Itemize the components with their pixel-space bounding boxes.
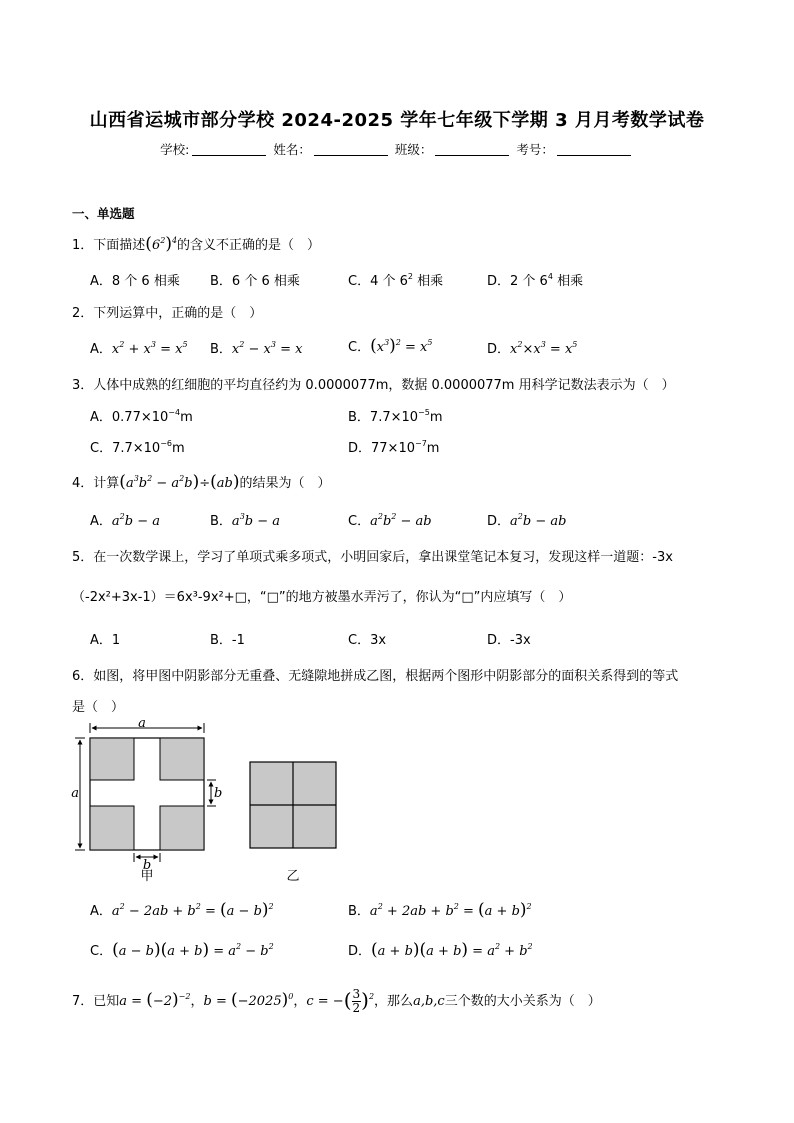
q2-option-b[interactable]: B．$x^2 - x^3 = x$ <box>210 340 303 357</box>
question-6-line-2: 是（ ） <box>72 700 125 715</box>
figure-jia <box>71 718 222 873</box>
exam-no-label: 考号： <box>516 142 554 157</box>
name-label: 姓名： <box>273 142 311 157</box>
q7-expression: $a = (-2)^{-2}$，$b = (-2025)^0$，c = −( $\frac{3}{2}$ )$^2$ <box>119 987 375 1015</box>
figure-yi <box>250 762 336 848</box>
q2-option-c[interactable]: C．$(x^3)^2 = x^5$ <box>348 336 433 356</box>
q5-option-d[interactable]: D．-3x <box>487 633 531 648</box>
q3-option-d[interactable]: D．$77\times 10^{-7}m$ <box>348 439 440 456</box>
q5-option-a[interactable]: A．1 <box>90 633 121 648</box>
student-info-line <box>0 140 794 158</box>
question-3: 3．人体中成熟的红细胞的平均直径约为 0.0000077m，数据 0.0000077m 用科学记数法表示为（ ） <box>72 378 675 393</box>
q1-text-pre: 下面描述 <box>93 238 146 253</box>
q3-text: 人体中成熟的红细胞的平均直径约为 0.0000077m，数据 0.0000077m 用科学记数法表示为（ ） <box>93 378 675 393</box>
exam-no-blank[interactable] <box>557 155 631 156</box>
question-7: 7．已知$a = (-2)^{-2}$，$b = (-2025)^0$，c = −( $\frac{3}{2}$ )$^2$，那么a,b,c三个数的大小关系为（ ） <box>72 987 601 1015</box>
section-title: 一、单选题 <box>72 206 135 221</box>
q6-option-b[interactable]: B．$a^2 + 2ab + b^2 = (a + b)^2$ <box>348 900 532 920</box>
figure-jia-label: 甲 <box>140 869 154 884</box>
question-4: 4．计算$(a^3b^2 - a^2b)\div(ab)$的结果为（ ） <box>72 472 331 492</box>
figure-yi-label: 乙 <box>286 869 300 884</box>
question-6-line-1: 6．如图，将甲图中阴影部分无重叠、无缝隙地拼成乙图，根据两个图形中阴影部分的面积关系得到的等式 <box>72 669 679 684</box>
q7-text-post: 三个数的大小关系为（ ） <box>444 994 601 1009</box>
q1-option-c[interactable]: C．4 个 $6^2$ 相乘 <box>348 272 444 289</box>
q4-option-a[interactable]: A．$a^2b - a$ <box>90 512 160 529</box>
q1-option-a[interactable]: A．8 个 6 相乘 <box>90 274 180 289</box>
question-5-line-1: 5．在一次数学课上，学习了单项式乘多项式，小明回家后，拿出课堂笔记本复习，发现这样一道题：-3x <box>72 550 673 565</box>
q3-option-b[interactable]: B．$7.7\times 10^{-5}m$ <box>348 408 443 425</box>
q1-option-b[interactable]: B．6 个 6 相乘 <box>210 274 300 289</box>
q2-option-a[interactable]: A．$x^2 + x^3 = x^5$ <box>90 340 188 357</box>
school-blank[interactable] <box>192 155 266 156</box>
q4-option-b[interactable]: B．$a^3b - a$ <box>210 512 281 529</box>
q4-option-d[interactable]: D．$a^2b$ − ab <box>487 512 567 529</box>
exam-title: 山西省运城市部分学校 2024-2025 学年七年级下学期 3 月月考数学试卷 <box>89 110 705 131</box>
q3-option-a[interactable]: A．$0.77\times 10^{-4}m$ <box>90 408 193 425</box>
q4-expression: $(a^3b^2 - a^2b)\div(ab)$ <box>119 472 240 492</box>
q2-option-d[interactable]: D．$x^2\times x^3 = x^5$ <box>487 340 578 357</box>
q6-option-a[interactable]: A．$a^2 - 2ab + b^2 = (a - b)^2$ <box>90 900 274 920</box>
q5-option-b[interactable]: B．-1 <box>210 633 245 648</box>
q1-number: 1． <box>72 238 94 253</box>
svg-text:a: a <box>71 786 79 801</box>
svg-text:a: a <box>138 718 146 731</box>
q1-expression: $(6^2)^4$ <box>145 234 178 254</box>
q4-text-post: 的结果为（ ） <box>239 476 331 491</box>
q7-text-mid: ，那么 <box>374 994 414 1009</box>
school-label: 学校: <box>160 142 190 157</box>
q3-option-c[interactable]: C．$7.7\times 10^{-6}m$ <box>90 439 185 456</box>
q6-option-d[interactable]: D．$(a + b)(a + b) = a^2 + b^2$ <box>348 940 533 960</box>
class-label: 班级： <box>394 142 433 157</box>
question-2: 2．下列运算中，正确的是（ ） <box>72 306 263 321</box>
q5-option-c[interactable]: C．3x <box>348 633 387 648</box>
q4-option-c[interactable]: C．$a^2b^2$ − ab <box>348 512 432 529</box>
q4-text-pre: 计算 <box>93 476 120 491</box>
q7-text-pre: 已知 <box>93 994 120 1009</box>
question-1 <box>72 234 320 254</box>
class-blank[interactable] <box>435 155 509 156</box>
q1-option-d[interactable]: D．2 个 $6^4$ 相乘 <box>487 272 584 289</box>
svg-text:b: b <box>142 858 152 873</box>
q6-option-c[interactable]: C．$(a - b)(a + b) = a^2 - b^2$ <box>90 940 274 960</box>
svg-text:b: b <box>214 786 223 801</box>
q6-figure <box>70 718 360 888</box>
name-blank[interactable] <box>314 155 388 156</box>
q2-text: 下列运算中，正确的是（ ） <box>93 306 263 321</box>
question-5-line-2: （-2x²+3x-1）＝6x³-9x²+□，“□”的地方被墨水弄污了，你认为“□”内应填写（ ） <box>72 590 572 605</box>
q1-text-post: 的含义不正确的是（ ） <box>177 238 321 253</box>
